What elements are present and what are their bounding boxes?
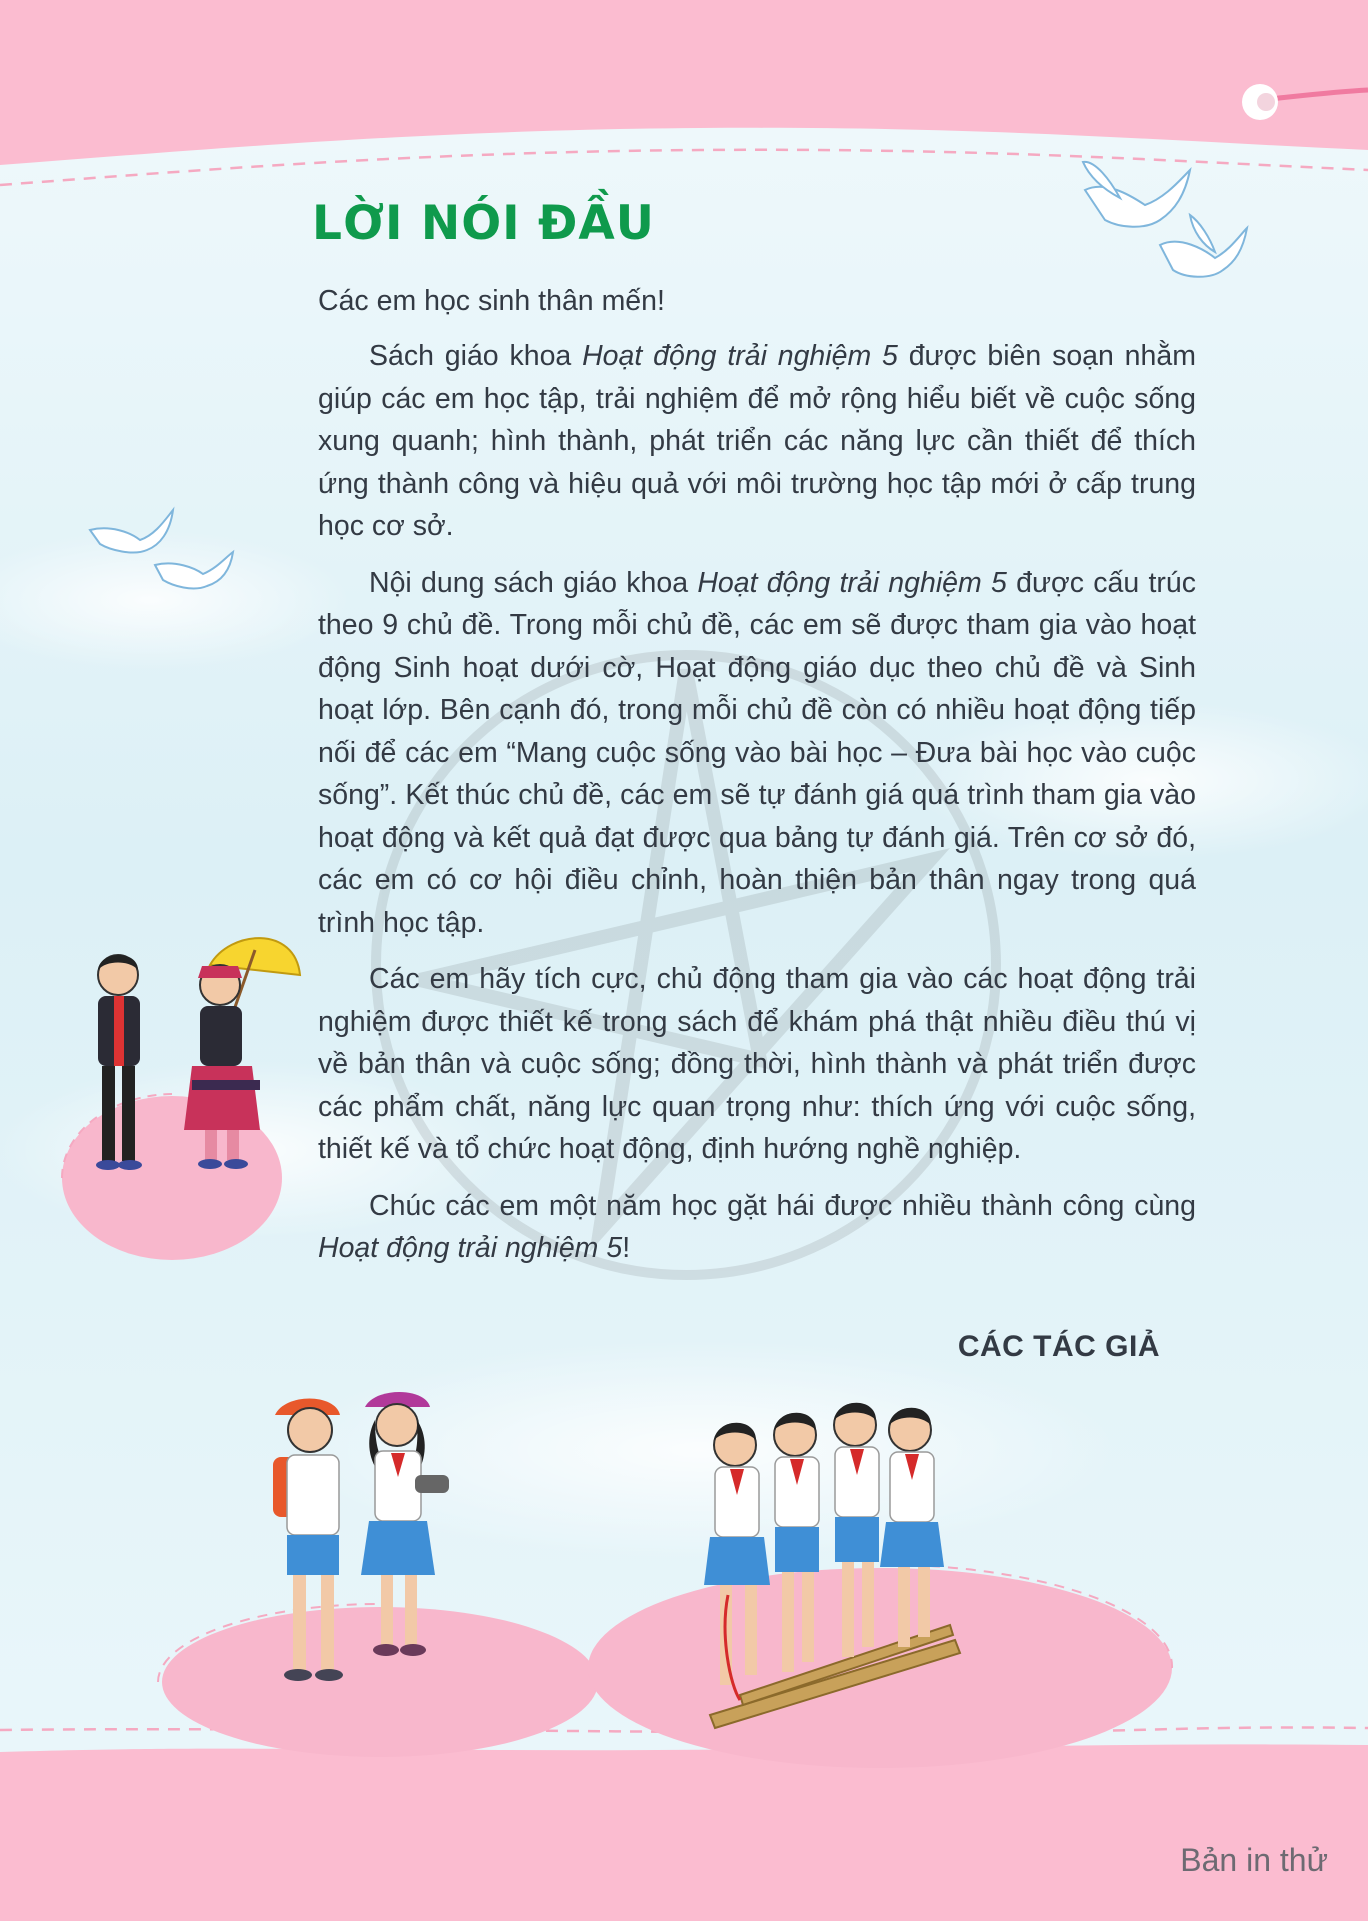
- draft-watermark: Bản in thử: [1180, 1842, 1328, 1878]
- greeting: Các em học sinh thân mến!: [318, 285, 665, 317]
- students-on-bamboo-stilts: [700, 1395, 970, 1735]
- dove-pair-top-right: [1075, 150, 1255, 300]
- paragraph-2: Nội dung sách giáo khoa Hoạt động trải nghiệm 5 được cấu trúc theo 9 chủ đề. Trong mỗi chủ đề, các em sẽ được tham gia vào hoạt động Sinh hoạt dưới cờ, Hoạt động giáo dục theo chủ đề và Sinh hoạt lớp. Bên cạnh đó, trong mỗi chủ đề còn có nhiều hoạt động tiếp nối để các em “Mang cuộc sống vào bài học – Đưa bài học vào cuộc sống”. Kết thúc chủ đề, các em sẽ tự đánh giá quá trình tham gia vào hoạt động và kết quả đạt được qua bảng tự đánh giá. Trên cơ sở đó, các em có cơ hội điều chỉnh, hoàn thiện bản thân ngay trong quá trình học tập.: [318, 566, 1196, 939]
- ethnic-children-with-umbrella: [70, 930, 310, 1200]
- dove-pair-left: [85, 500, 245, 600]
- authors-signature: CÁC TÁC GIẢ: [957, 1330, 1160, 1363]
- paragraph-1: Sách giáo khoa Hoạt động trải nghiệm 5 được biên soạn nhằm giúp các em học tập, trải nghiệm để mở rộng hiểu biết về cuộc sống xung quanh; hình thành, phát triển các năng lực cần thiết để thích ứng thành công và hiệu quả với môi trường học tập mới ở cấp trung học cơ sở.: [318, 340, 1196, 542]
- paragraph-3: Các em hãy tích cực, chủ động tham gia vào các hoạt động trải nghiệm được thiết kế trong sách để khám phá thật nhiều điều thú vị về bản thân và cuộc sống; đồng thời, hình thành và phát triển được các phẩm chất, năng lực quan trọng như: thích ứng với cuộc sống, thiết kế và tổ chức hoạt động, định hướng nghề nghiệp.: [318, 963, 1196, 1165]
- dove-icon: [1160, 215, 1247, 277]
- preface-body: [318, 335, 1196, 1284]
- paragraph-4: Chúc các em một năm học gặt hái được nhiều thành công cùng Hoạt động trải nghiệm 5!: [318, 1189, 1196, 1264]
- students-with-backpack-and-binoculars: [265, 1385, 465, 1705]
- page-title: LỜI NÓI ĐẦU: [312, 196, 655, 251]
- dove-icon: [1083, 162, 1190, 227]
